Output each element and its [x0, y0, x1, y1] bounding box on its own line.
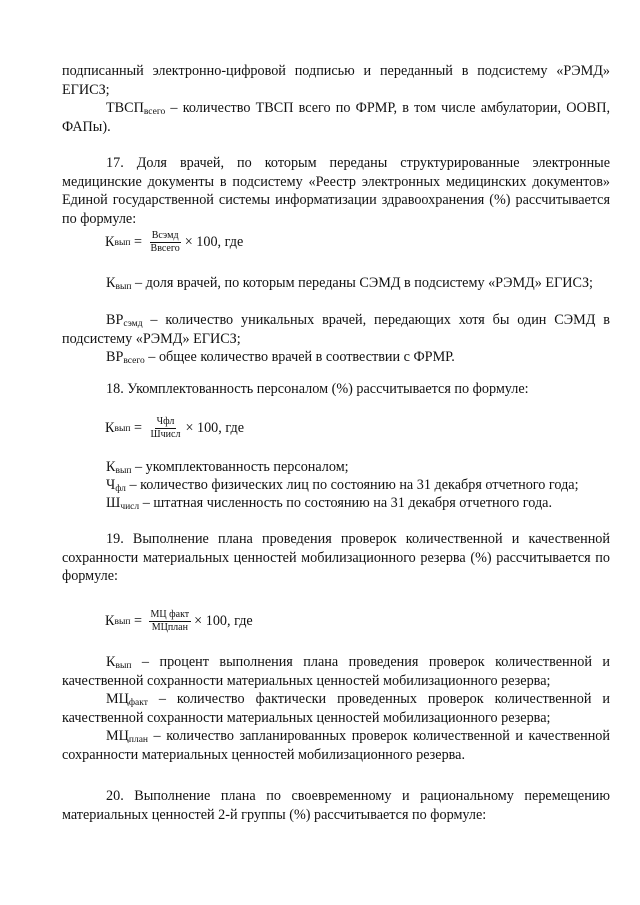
definition-kvyp-17 [62, 274, 610, 293]
definition-mc-fakt [62, 690, 610, 727]
symbol: МЦ [106, 728, 129, 744]
formula-fraction [149, 416, 183, 441]
definition-tvsp [62, 99, 610, 136]
formula-lhs: К [105, 234, 115, 250]
definition-text: – количество физических лиц по состоянию на 31 декабря отчетного года; [125, 477, 579, 493]
definition-text: – количество запланированных проверок количественной и качественной сохранности материальных ценностей мобилизационного резерва. [62, 728, 610, 763]
definition-chfl [62, 476, 610, 495]
symbol-subscript: план [128, 735, 149, 745]
symbol: ВР [106, 312, 124, 328]
formula-tail: × 100, где [194, 613, 253, 629]
definition-kvyp-18 [62, 458, 610, 477]
symbol: К [106, 459, 116, 475]
fraction-numerator: Чфл [156, 416, 175, 427]
formula-fraction [149, 609, 192, 634]
symbol-subscript: вып [115, 661, 132, 671]
symbol-subscript: вып [115, 282, 132, 292]
section-18-heading [62, 380, 610, 399]
symbol: ВР [106, 349, 124, 365]
symbol-subscript: всего [143, 107, 166, 117]
definition-kvyp-19 [62, 653, 610, 690]
formula-lhs: К [105, 420, 115, 436]
symbol-subscript: факт [128, 698, 148, 708]
definition-text: – укомплектованность персоналом; [131, 459, 349, 475]
definition-text: – количество уникальных врачей, передающих хотя бы один СЭМД в подсистему «РЭМД» ЕГИСЗ; [62, 312, 610, 347]
formula-19: К вып = $\frac{\text{МЦ факт}}{\text{МЦплан}}$ × 100, где [105, 609, 253, 633]
fraction-denominator: Шчисл [150, 429, 181, 440]
definition-text: – процент выполнения плана проведения проверок количественной и качественной сохранности материальных ценностей мобилизационного резерва; [62, 654, 610, 689]
paragraph-continuation [62, 62, 610, 99]
paragraph-text: 17. Доля врачей, по которым переданы структурированные электронные медицинские документы в подсистему «Реестр электронных медицинских документов» Единой государственной системы информатизации здравоохранения (%) рассчитывается по формуле: [62, 155, 610, 227]
formula-equals: = [130, 613, 146, 629]
fraction-numerator: МЦ факт [150, 609, 190, 620]
paragraph-text: подписанный электронно-цифровой подписью и переданный в подсистему «РЭМД» ЕГИСЗ; [62, 63, 610, 98]
formula-tail: × 100, где [184, 234, 244, 250]
formula-tail: × 100, где [185, 420, 244, 436]
fraction-numerator: Всэмд [151, 230, 179, 241]
section-19-heading [62, 530, 610, 586]
definition-text: – количество ТВСП всего по ФРМР, в том числе амбулатории, ООВП, ФАПы). [62, 100, 610, 135]
symbol: Ш [106, 495, 121, 511]
symbol-subscript: всего [123, 356, 145, 366]
symbol-subscript: вып [115, 466, 132, 476]
definition-text: – общее количество врачей в соотвествии с ФРМР. [144, 349, 455, 365]
definition-text: – штатная численность по состоянию на 31 декабря отчетного года. [139, 495, 553, 511]
symbol: МЦ [106, 691, 129, 707]
definition-text: – количество фактически проведенных проверок количественной и качественной сохранности материальных ценностей мобилизационного резерва; [62, 691, 610, 726]
fraction-denominator: МЦплан [151, 622, 188, 633]
formula-fraction [149, 230, 182, 255]
fraction-denominator: Ввсего [150, 243, 180, 254]
symbol-subscript: фл [115, 484, 126, 494]
definition-mc-plan [62, 727, 610, 764]
formula-equals: = [130, 420, 146, 436]
symbol-subscript: числ [120, 502, 140, 512]
paragraph-text: 19. Выполнение плана проведения проверок количественной и качественной сохранности материальных ценностей мобилизационного резерва (%) рассчитывается по формуле: [62, 531, 610, 584]
formula-equals: = [130, 234, 146, 250]
formula-18: К вып = $\frac{\text{Чфл}}{\text{Шчисл}}$ × 100, где [105, 416, 244, 440]
section-17-heading [62, 154, 610, 228]
definition-shchisl [62, 494, 610, 513]
symbol-subscript: сэмд [123, 319, 143, 329]
symbol: К [106, 654, 116, 670]
symbol: Ч [106, 477, 116, 493]
definition-vr-vsego [62, 348, 610, 367]
definition-vr-semd [62, 311, 610, 348]
symbol: ТВСП [106, 100, 144, 116]
definition-text: – доля врачей, по которым переданы СЭМД в подсистему «РЭМД» ЕГИСЗ; [131, 275, 593, 291]
paragraph-text: 20. Выполнение плана по своевременному и рациональному перемещению материальных ценностей 2-й группы (%) рассчитывается по формуле: [62, 788, 610, 823]
paragraph-text: 18. Укомплектованность персоналом (%) рассчитывается по формуле: [106, 381, 529, 397]
formula-lhs: К [105, 613, 115, 629]
section-20-heading [62, 787, 610, 824]
symbol: К [106, 275, 116, 291]
formula-17: К вып = $\frac{\text{Всэмд}}{\text{Ввсего}}$ × 100, где [105, 230, 244, 254]
